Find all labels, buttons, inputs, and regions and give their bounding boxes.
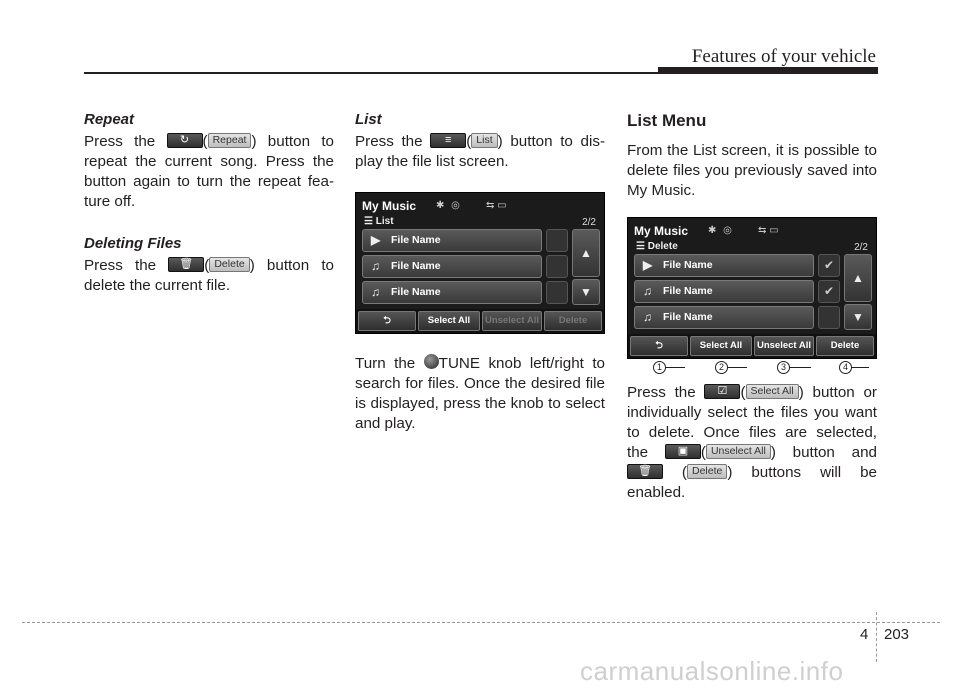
- select-paragraph: Press the ☑ ( Select All ) button or individually select the files you want to delete. Once files are selected, the ▣ ( Unselect All ) button and 🗑 ( Delete ) buttons will be enabled.: [627, 384, 877, 501]
- scroll-down-button[interactable]: ▼: [572, 279, 600, 305]
- check-icon: ☑: [704, 384, 740, 399]
- select-all-button[interactable]: Select All: [418, 311, 480, 331]
- screen-subtitle: ☰ List: [364, 216, 394, 227]
- select-text-pre: Press the: [627, 384, 705, 401]
- callout-row: [627, 361, 877, 375]
- play-icon: ▶: [643, 258, 653, 272]
- callout-3: 3: [777, 361, 790, 374]
- list-heading: List: [355, 111, 382, 128]
- list-item[interactable]: [362, 255, 542, 278]
- callout-1: 1: [653, 361, 666, 374]
- unselect-all-button[interactable]: Unselect All: [754, 336, 814, 356]
- tune-text-post: TUNE knob left/right to search for files. Once the desired file is displayed, press the knob to select and play.: [355, 355, 605, 432]
- repeat-text-pre: Press the: [84, 133, 167, 150]
- file-name: File Name: [391, 234, 441, 246]
- repeat-heading: Repeat: [84, 111, 135, 128]
- button-bar: [356, 309, 604, 333]
- file-name: File Name: [663, 285, 713, 297]
- callout-4: 4: [839, 361, 852, 374]
- bluetooth-icon: ✱ ◎: [436, 200, 462, 211]
- unselect-icon: ▣: [665, 444, 701, 459]
- chapter-number: 4: [860, 626, 869, 643]
- callout-line: [851, 367, 869, 368]
- select-all-button[interactable]: Select All: [690, 336, 752, 356]
- delete-button[interactable]: Delete: [816, 336, 874, 356]
- screen-subtitle: ☰ Delete: [636, 241, 678, 252]
- tune-text-pre: Turn the: [355, 355, 424, 372]
- column-1: [84, 110, 334, 296]
- screen-sub-label: Delete: [647, 241, 678, 252]
- checkbox[interactable]: [818, 306, 840, 329]
- select-text-mid: ) button or individually select the files you want to delete. Once files are selected, the: [627, 384, 877, 461]
- list-button[interactable]: List: [471, 133, 497, 148]
- checkbox[interactable]: [546, 255, 568, 278]
- scroll-up-button[interactable]: ▲: [572, 229, 600, 277]
- button-bar: [628, 334, 876, 358]
- repeat-button[interactable]: Repeat: [208, 133, 252, 148]
- watermark: carmanualsonline.info: [580, 656, 844, 686]
- file-name: File Name: [391, 260, 441, 272]
- checkbox-checked[interactable]: ✔: [818, 254, 840, 277]
- select-all-label-button[interactable]: Select All: [746, 384, 799, 399]
- repeat-paragraph: Press the ↻ ( Repeat ) button to repeat the current song. Press the button again to turn the repeat fea-ture off.: [84, 133, 334, 210]
- delete-text-pre: Press the: [84, 257, 169, 274]
- list-text-post: ) button to dis-play the file list screen.: [355, 133, 605, 170]
- checkbox-checked[interactable]: ✔: [818, 280, 840, 303]
- list-item[interactable]: [362, 281, 542, 304]
- list-paragraph: Press the ≡ ( List ) button to dis-play the file list screen.: [355, 133, 605, 170]
- delete-button[interactable]: Delete: [544, 311, 602, 331]
- bluetooth-icon: ✱ ◎: [708, 225, 734, 236]
- callout-line: [789, 367, 811, 368]
- page-indicator: 2/2: [854, 242, 868, 253]
- unselect-all-button[interactable]: Unselect All: [482, 311, 542, 331]
- file-name: File Name: [663, 311, 713, 323]
- back-button[interactable]: ⮌: [358, 311, 416, 331]
- callout-2: 2: [715, 361, 728, 374]
- repeat-text-post: ) button to repeat the current song. Press the button again to turn the repeat fea-ture off.: [84, 133, 334, 210]
- list-text-pre: Press the: [355, 133, 431, 150]
- list-screen: [355, 192, 605, 334]
- column-3: [627, 110, 877, 503]
- scroll-down-button[interactable]: ▼: [844, 304, 872, 330]
- tune-knob-icon: [424, 354, 439, 369]
- list-item[interactable]: [362, 229, 542, 252]
- page-divider: [876, 612, 877, 662]
- file-name: File Name: [391, 286, 441, 298]
- checkbox[interactable]: [546, 229, 568, 252]
- callout-line: [663, 367, 685, 368]
- list-item[interactable]: [634, 254, 814, 277]
- usb-icon: ⇆ ▭: [758, 225, 779, 236]
- select-text-post: ) buttons will be enabled.: [627, 464, 877, 501]
- list-item[interactable]: [634, 280, 814, 303]
- header-title: Features of your vehicle: [691, 46, 876, 67]
- trash-icon: 🗑: [168, 257, 204, 272]
- delete-heading: Deleting Files: [84, 235, 182, 252]
- music-note-icon: ♫: [643, 310, 652, 324]
- repeat-icon: ↻: [167, 133, 203, 148]
- list-menu-intro: From the List screen, it is possible to delete files you previously saved into My Music.: [627, 142, 877, 199]
- usb-icon: ⇆ ▭: [486, 200, 507, 211]
- callout-line: [727, 367, 747, 368]
- music-note-icon: ♫: [371, 259, 380, 273]
- music-note-icon: ♫: [643, 284, 652, 298]
- music-note-icon: ♫: [371, 285, 380, 299]
- tune-paragraph: [355, 354, 605, 434]
- unselect-all-label-button[interactable]: Unselect All: [706, 444, 771, 459]
- page-indicator: 2/2: [582, 217, 596, 228]
- list-icon: ≡: [430, 133, 466, 148]
- play-icon: ▶: [371, 233, 381, 247]
- header-rule-accent: [658, 67, 878, 73]
- delete-button[interactable]: Delete: [209, 257, 249, 272]
- delete-label-button[interactable]: Delete: [687, 464, 727, 479]
- footer-rule: [22, 622, 940, 623]
- trash-icon: 🗑: [627, 464, 663, 479]
- delete-paragraph: Press the 🗑 ( Delete ) button to delete the current file.: [84, 257, 334, 294]
- delete-text-post: ) button to delete the current file.: [84, 257, 334, 294]
- screen-sub-label: List: [375, 216, 394, 227]
- file-name: File Name: [663, 259, 713, 271]
- screen-title: My Music: [634, 224, 689, 238]
- list-menu-title: List Menu: [627, 111, 707, 130]
- checkbox[interactable]: [546, 281, 568, 304]
- list-item[interactable]: [634, 306, 814, 329]
- column-2: [355, 110, 605, 434]
- page-number: 203: [884, 626, 910, 643]
- delete-screen: [627, 217, 877, 359]
- back-button[interactable]: ⮌: [630, 336, 688, 356]
- scroll-up-button[interactable]: ▲: [844, 254, 872, 302]
- screen-title: My Music: [362, 199, 417, 213]
- select-text-mid2: ) button and: [770, 444, 877, 461]
